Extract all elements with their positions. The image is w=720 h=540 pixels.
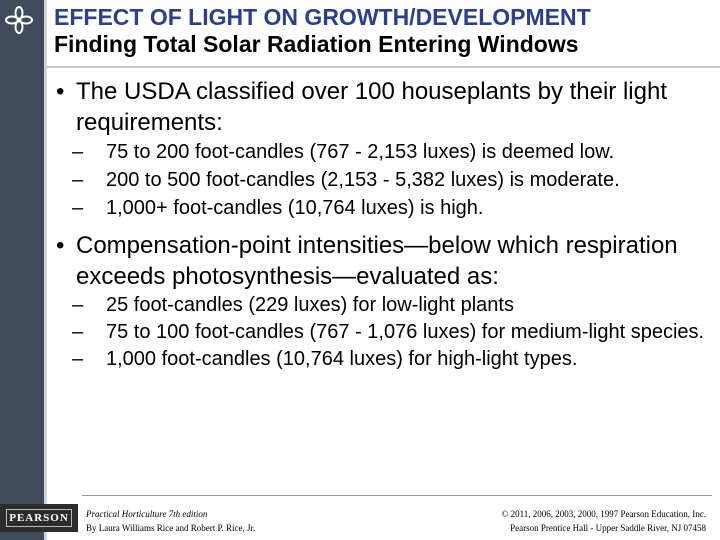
bullet-block: [56, 230, 706, 373]
sub-item: [56, 166, 706, 194]
dash-marker: –: [72, 169, 84, 191]
sub-item-text: 25 foot-candles (229 luxes) for low-light plants: [106, 294, 514, 316]
sub-item-text: 200 to 500 foot-candles (2,153 - 5,382 luxes) is moderate.: [106, 169, 620, 191]
bullet-item: [56, 76, 706, 138]
sub-item-text: 1,000+ foot-candles (10,764 luxes) is high.: [106, 197, 484, 219]
slide-title: [54, 4, 712, 58]
slide-body: [56, 76, 706, 373]
sub-item: [56, 346, 706, 373]
copyright-text: © 2011, 2006, 2003, 2000, 1997 Pearson Education, Inc.: [501, 509, 706, 519]
dash-marker: –: [72, 197, 84, 219]
title-sub: Finding Total Solar Radiation Entering Windows: [54, 31, 579, 57]
pearson-logo-text: PEARSON: [6, 509, 72, 527]
bullet-item: [56, 230, 706, 292]
sidebar-stripe: [44, 0, 47, 540]
pearson-logo: [0, 504, 78, 532]
dash-marker: –: [72, 141, 84, 163]
bullet-block: [56, 76, 706, 222]
dash-marker: –: [72, 294, 84, 316]
bullet-marker: •: [56, 78, 65, 105]
sub-item: [56, 138, 706, 166]
publisher-text: Pearson Prentice Hall - Upper Saddle River, NJ 07458: [510, 523, 706, 533]
bullet-marker: •: [56, 232, 65, 259]
footer-credits: [86, 507, 255, 535]
footer-divider: [82, 495, 712, 496]
sub-item-text: 75 to 100 foot-candles (767 - 1,076 luxes) for medium-light species.: [106, 321, 705, 343]
footer-copyright: [502, 507, 706, 535]
title-main: EFFECT OF LIGHT ON GROWTH/DEVELOPMENT: [54, 4, 591, 30]
bullet-text: Compensation-point intensities—below which respiration exceeds photosynthesis—evaluated as:: [76, 232, 678, 290]
sub-item-text: 1,000 foot-candles (10,764 luxes) for high-light types.: [106, 348, 578, 370]
sub-item-text: 75 to 200 foot-candles (767 - 2,153 luxes) is deemed low.: [106, 141, 615, 163]
book-authors: By Laura Williams Rice and Robert P. Rice, Jr.: [86, 523, 256, 533]
sub-list: [56, 138, 706, 222]
sub-list: [56, 292, 706, 373]
dash-marker: –: [72, 321, 84, 343]
sub-item: [56, 319, 706, 346]
sub-item: [56, 194, 706, 222]
dash-marker: –: [72, 348, 84, 370]
sidebar-band: [0, 0, 44, 540]
sub-item: [56, 292, 706, 319]
book-title: Practical Horticulture 7th edition: [86, 509, 208, 519]
bullet-text: The USDA classified over 100 houseplants by their light requirements:: [76, 78, 667, 136]
title-divider: [47, 66, 720, 68]
flower-icon: [5, 6, 33, 34]
